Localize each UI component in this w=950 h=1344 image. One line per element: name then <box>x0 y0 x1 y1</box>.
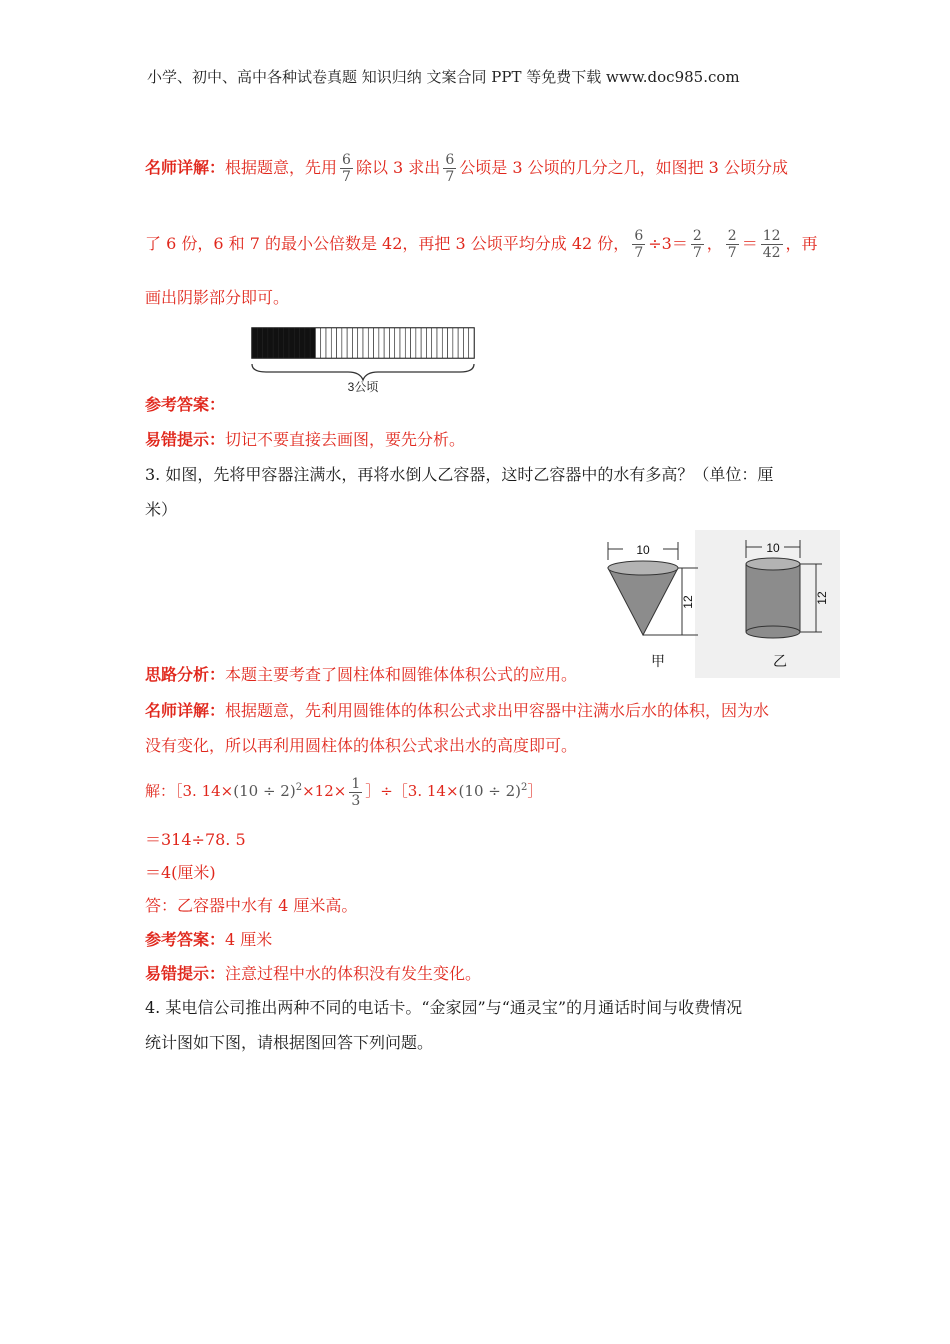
bar-cell <box>405 328 410 358</box>
bar-cell <box>411 328 416 358</box>
bar-cell <box>342 328 347 358</box>
eq1-operator: ÷3＝ <box>648 234 688 253</box>
q3-analysis-text: 本题主要考查了圆柱体和圆锥体体积公式的应用。 <box>225 665 578 684</box>
figure-label-3-hectares: 3公顷 <box>347 380 379 394</box>
q2-tip <box>145 427 465 450</box>
solution-end: ］ <box>527 782 543 800</box>
bar-cell <box>347 328 352 358</box>
bar-cell <box>384 328 389 358</box>
bar-cell <box>326 328 331 358</box>
q3-tip <box>145 961 481 984</box>
q3-tip-label: 易错提示： <box>145 964 226 983</box>
q2-answer-label: 参考答案： <box>145 395 226 414</box>
q2-detail-text-b1: 了 6 份，6 和 7 的最小公倍数是 42，再把 3 公顷平均分成 42 份， <box>145 234 630 253</box>
bar-cell <box>400 328 405 358</box>
q3-answer-label: 参考答案： <box>145 930 226 949</box>
q3-tip-text: 注意过程中水的体积没有发生变化。 <box>225 964 482 983</box>
cylinder-height-label: 12 <box>815 591 829 605</box>
comma: ， <box>706 234 723 253</box>
bar-cell <box>448 328 453 358</box>
q3-answer <box>145 927 272 950</box>
bar-cell-shaded <box>252 328 257 358</box>
cone-container <box>608 542 698 670</box>
cylinder-label: 乙 <box>773 654 787 670</box>
q4-question-line-2: 统计图如下图，请根据图回答下列问题。 <box>145 1033 434 1052</box>
hectare-bar-figure <box>236 316 482 396</box>
bar-cell <box>363 328 368 358</box>
q2-detail-text-a3: 公顷是 3 公顷的几分之几，如图把 3 公顷分成 <box>459 158 788 177</box>
fraction-1-3: $\frac{1}{3}$ <box>351 775 361 809</box>
q2-tip-label: 易错提示： <box>145 430 226 449</box>
q2-detail-label: 名师详解： <box>145 158 226 177</box>
bar-cell <box>442 328 447 358</box>
q4-question-line-1: 4. 某电信公司推出两种不同的电话卡。“金家园”与“通灵宝”的月通话时间与收费情况 <box>145 998 743 1017</box>
bar-cell <box>458 328 463 358</box>
q2-detail-text-a1: 根据题意，先用 <box>225 158 338 177</box>
q3-question-line-2: 米） <box>145 500 178 519</box>
bar-cell <box>352 328 357 358</box>
q2-detail-line-3: 画出阴影部分即可。 <box>145 288 290 307</box>
bar-cell <box>421 328 426 358</box>
bar-cell <box>426 328 431 358</box>
q2-detail-text-a2: 除以 3 求出 <box>355 158 441 177</box>
cone-diameter-label: 10 <box>636 543 650 557</box>
fraction-6-7-b: $\frac{6}{7}$ <box>445 152 455 185</box>
fraction-2-7-b: $\frac{2}{7}$ <box>727 228 737 261</box>
q3-detail-label: 名师详解： <box>145 701 226 720</box>
bar-cell-shaded <box>305 328 310 358</box>
solution-paren-1: (10 ÷ 2) <box>233 782 296 800</box>
q2-detail-text-b-end: ，再 <box>785 234 818 253</box>
bar-cell-shaded <box>268 328 273 358</box>
q3-detail-line-1 <box>145 698 769 721</box>
bar-cell-shaded <box>289 328 294 358</box>
square-exponent-1: 2 <box>295 782 303 793</box>
eq2-operator: ＝ <box>741 234 758 253</box>
bar-cell-shaded <box>294 328 299 358</box>
fraction-2-7: $\frac{2}{7}$ <box>692 228 702 261</box>
bar-cell <box>463 328 468 358</box>
q3-step-1: ＝314÷78. 5 <box>145 830 246 849</box>
q3-analysis-label: 思路分析： <box>145 665 226 684</box>
fraction-12-42: $\frac{12}{42}$ <box>762 228 781 261</box>
bar-cell-shaded <box>263 328 268 358</box>
bar-cell-shaded <box>278 328 283 358</box>
q2-tip-text: 切记不要直接去画图，要先分析。 <box>225 430 466 449</box>
bar-cell <box>469 328 474 358</box>
bar-cell <box>379 328 384 358</box>
solution-paren-2: (10 ÷ 2) <box>458 782 521 800</box>
square-exponent-2: 2 <box>521 782 528 793</box>
bar-cell <box>315 328 320 358</box>
cone-height-label: 12 <box>681 595 695 609</box>
bar-cell <box>331 328 336 358</box>
containers-figure <box>590 530 840 678</box>
bar-cell <box>395 328 400 358</box>
solution-mid: ×12× <box>302 782 347 800</box>
bar-cell <box>389 328 394 358</box>
bar-cell-shaded <box>284 328 289 358</box>
q3-step-2: ＝4(厘米) <box>145 863 216 882</box>
bar-cell <box>374 328 379 358</box>
bar-cell-shaded <box>300 328 305 358</box>
solution-mid-2: ］÷［3. 14× <box>365 782 459 800</box>
bar-cell <box>368 328 373 358</box>
cylinder-diameter-label: 10 <box>766 541 780 555</box>
fraction-6-7-c: $\frac{6}{7}$ <box>634 228 644 261</box>
q3-question-line-1: 3. 如图，先将甲容器注满水，再将水倒人乙容器，这时乙容器中的水有多高？（单位：厘 <box>145 465 774 484</box>
q2-detail-line-1 <box>145 150 788 186</box>
bar-cell <box>358 328 363 358</box>
bar-cell-shaded <box>310 328 315 358</box>
q3-answer-value: 4 厘米 <box>225 930 273 949</box>
q3-detail-text-1: 根据题意，先利用圆锥体的体积公式求出甲容器中注满水后水的体积，因为水 <box>225 701 770 720</box>
bar-cell <box>432 328 437 358</box>
bar-cell <box>337 328 342 358</box>
bar-cell <box>321 328 326 358</box>
bar-cell-shaded <box>257 328 262 358</box>
q3-answer-statement: 答：乙容器中水有 4 厘米高。 <box>145 896 358 915</box>
bar-cell <box>416 328 421 358</box>
bar-cell <box>437 328 442 358</box>
page-header: 小学、初中、高中各种试卷真题 知识归纳 文案合同 PPT 等免费下载 www.doc985.com <box>147 68 740 86</box>
q2-detail-line-2 <box>145 226 818 262</box>
solution-prefix: 解：［3. 14× <box>145 782 234 800</box>
q3-analysis <box>145 662 577 685</box>
bar-cell-shaded <box>273 328 278 358</box>
fraction-6-7: $\frac{6}{7}$ <box>342 152 351 185</box>
cone-label: 甲 <box>651 654 665 670</box>
q3-solution-line <box>145 768 542 811</box>
bar-cell <box>453 328 458 358</box>
q3-detail-line-2: 没有变化，所以再利用圆柱体的体积公式求出水的高度即可。 <box>145 736 578 755</box>
